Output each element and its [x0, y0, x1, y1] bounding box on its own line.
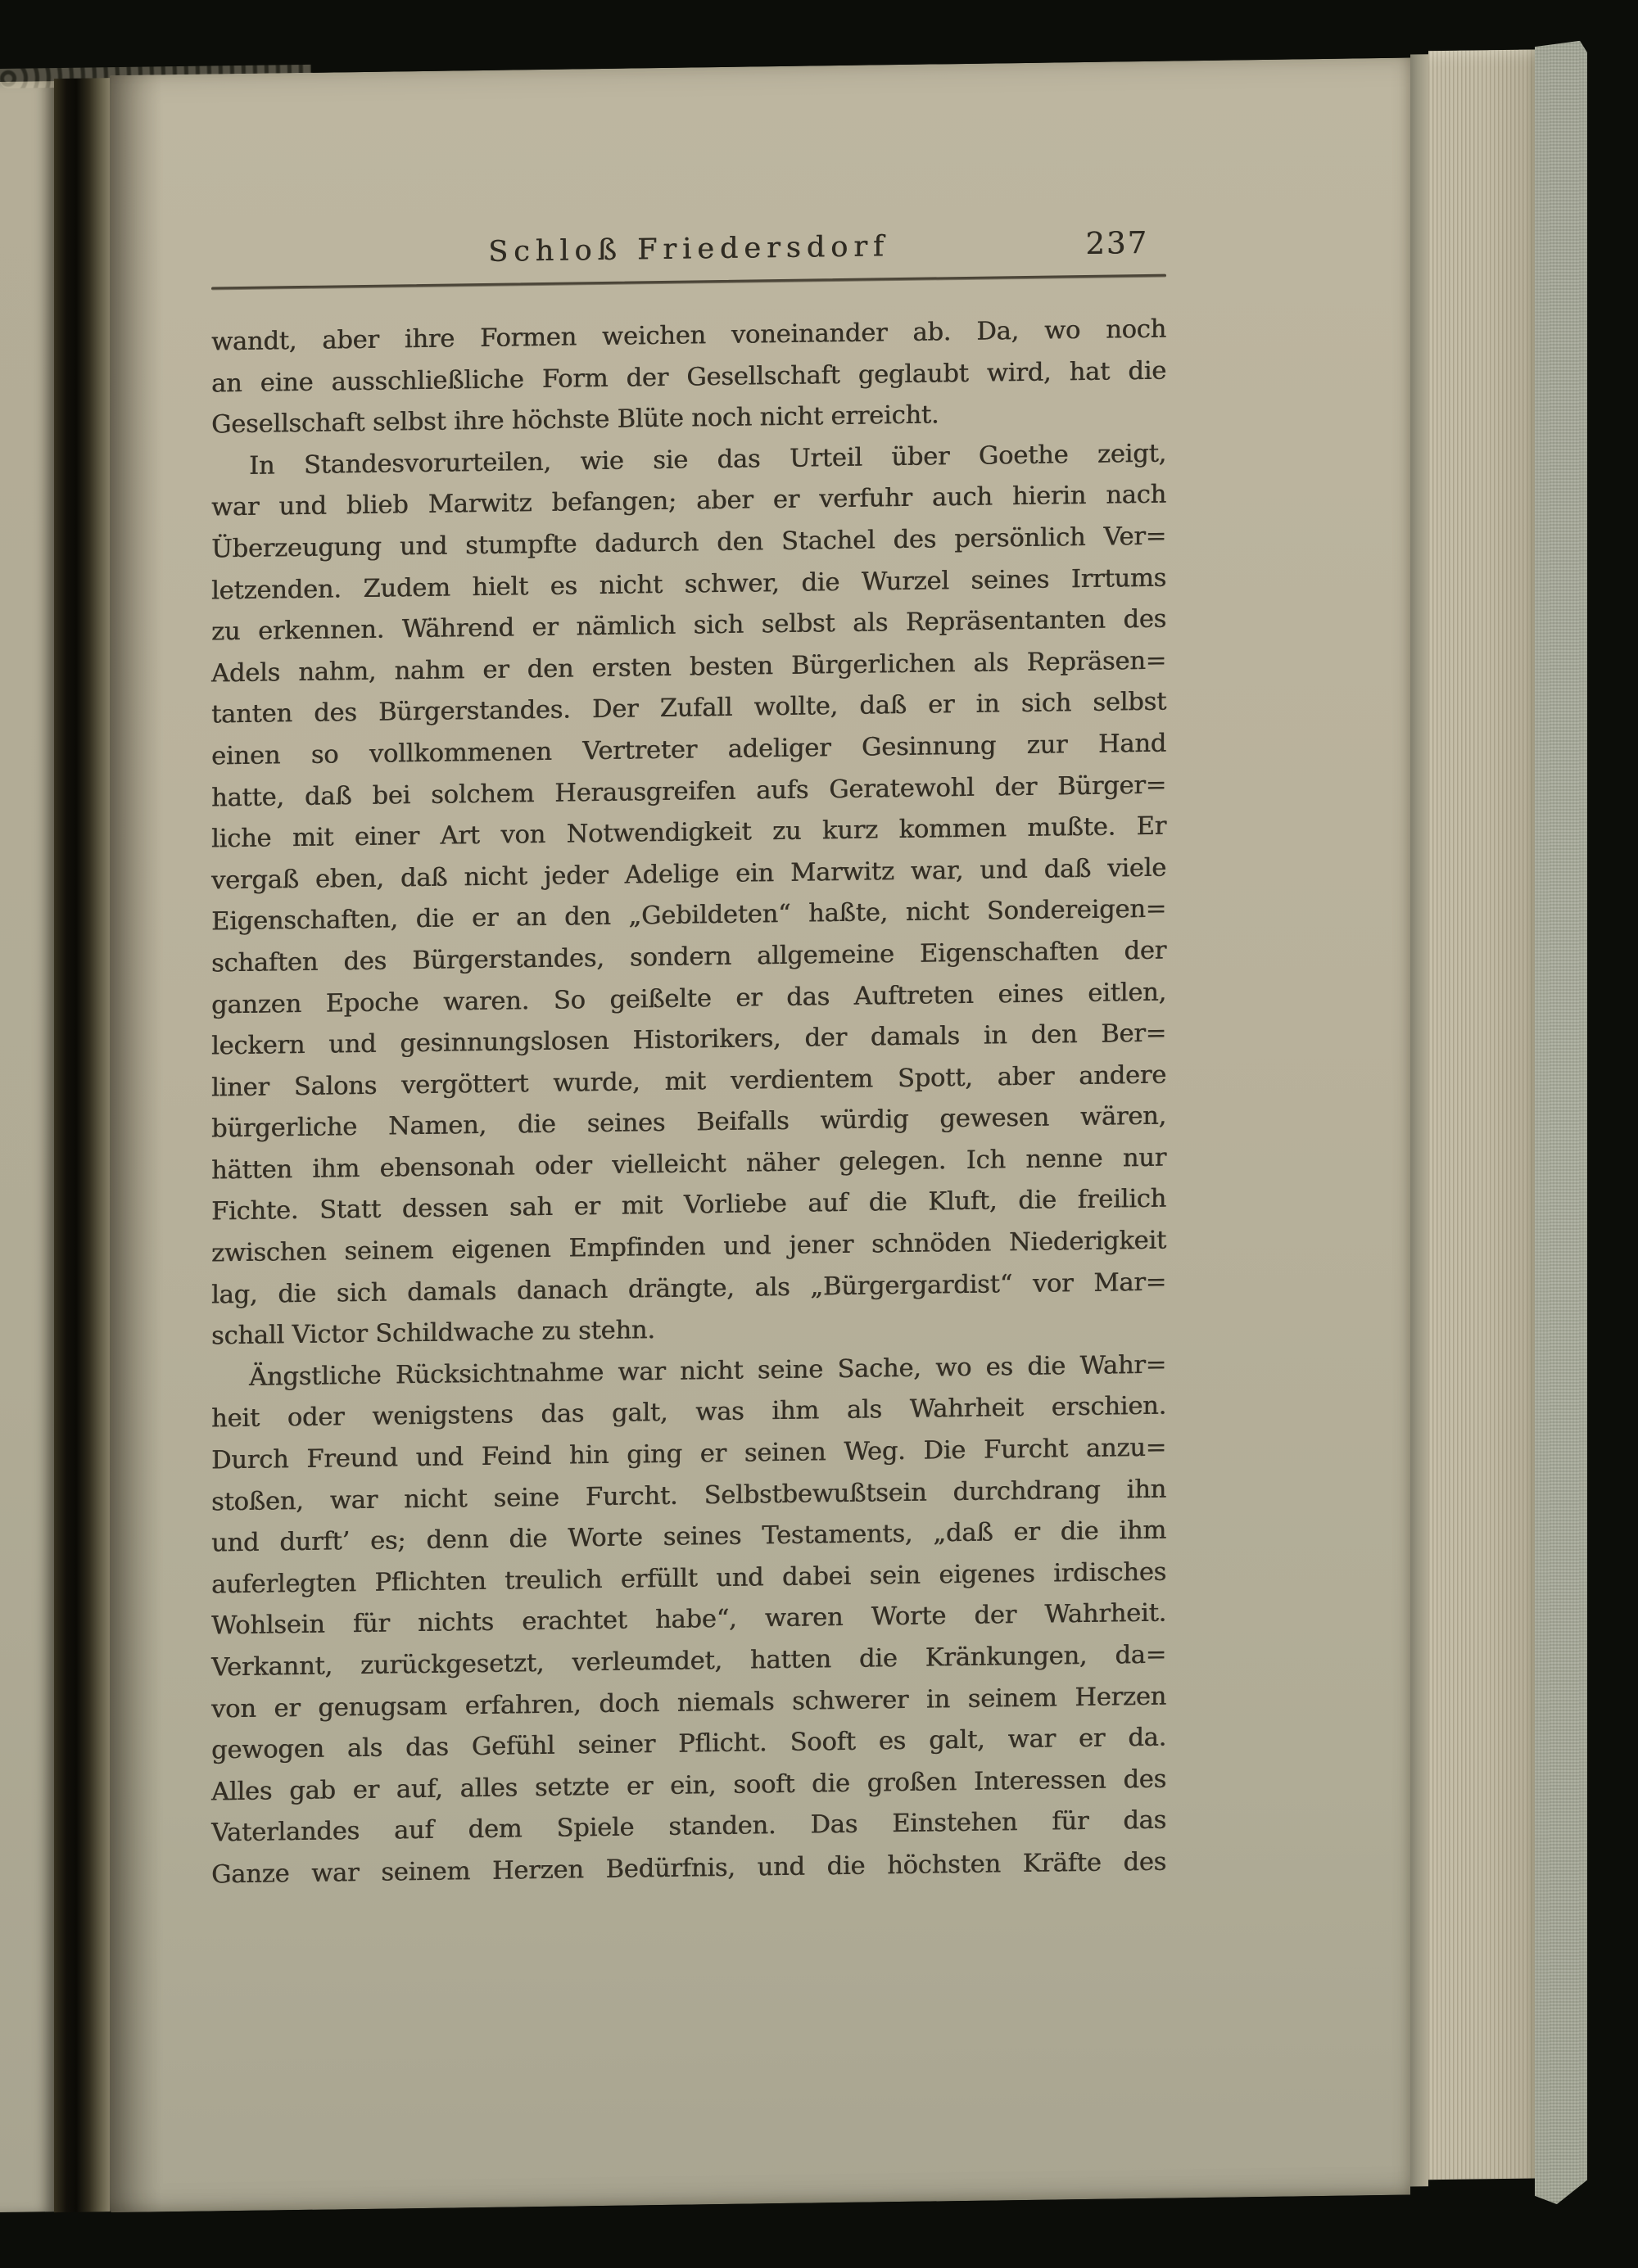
- gutter-shadow: [54, 78, 110, 2212]
- text-line: auferlegten Pflichten treulich erfüllt und dabei sein eigenes irdisches: [211, 1557, 1166, 1600]
- text-line: an eine ausschließliche Form der Gesellschaft geglaubt wird, hat die: [211, 356, 1166, 399]
- header-rule: [211, 274, 1166, 291]
- running-header: Schloß Friedersdorf: [488, 230, 889, 269]
- text-line: Wohlsein für nichts erachtet habe“, waren Worte der Wahrheit.: [211, 1599, 1166, 1641]
- page-curve-stripe: [1410, 54, 1428, 2186]
- page-content: [211, 224, 1166, 1902]
- text-line: Überzeugung und stumpfte dadurch den Stachel des persönlich Ver=: [211, 522, 1166, 564]
- text-line: schall Victor Schildwache zu stehn.: [211, 1316, 655, 1351]
- text-line: liner Salons vergöttert wurde, mit verdientem Spott, aber andere: [211, 1060, 1166, 1103]
- page-number: 237: [1085, 224, 1148, 261]
- text-line: Alles gab er auf, alles setzte er ein, sooft die großen Interessen des: [211, 1764, 1166, 1807]
- text-line: Ängstliche Rücksichtnahme war nicht seine Sache, wo es die Wahr=: [249, 1350, 1166, 1392]
- text-line: tanten des Bürgerstandes. Der Zufall wollte, daß er in sich selbst: [211, 687, 1166, 730]
- text-line: wandt, aber ihre Formen weichen voneinander ab. Da, wo noch: [211, 314, 1166, 357]
- text-line: Gesellschaft selbst ihre höchste Blüte noch nicht erreicht.: [211, 400, 939, 440]
- text-line: bürgerliche Namen, die seines Beifalls würdig gewesen wären,: [211, 1101, 1166, 1144]
- text-line: ganzen Epoche waren. So geißelte er das Auftreten eines eitlen,: [211, 978, 1166, 1019]
- text-line: liche mit einer Art von Notwendigkeit zu kurz kommen mußte. Er: [211, 811, 1166, 854]
- text-line: Durch Freund und Feind hin ging er seinen Weg. Die Furcht anzu=: [211, 1433, 1166, 1475]
- text-line: Fichte. Statt dessen sah er mit Vorliebe auf die Kluft, die freilich: [211, 1185, 1166, 1227]
- text-line: Eigenschaften, die er an den „Gebildeten“ haßte, nicht Sondereigen=: [211, 894, 1166, 937]
- text-lines: [211, 315, 1166, 1902]
- text-line: zu erkennen. Während er nämlich sich selbst als Repräsentanten des: [211, 604, 1166, 647]
- facing-page-edge: [0, 81, 54, 2212]
- text-line: lag, die sich damals danach drängte, als „Bürgergardist“ vor Mar=: [211, 1267, 1166, 1310]
- text-line: gewogen als das Gefühl seiner Pflicht. Sooft es galt, war er da.: [211, 1723, 1166, 1765]
- text-line: zwischen seinem eigenen Empfinden und jener schnöden Niederigkeit: [211, 1226, 1166, 1268]
- text-line: war und blieb Marwitz befangen; aber er verfuhr auch hierin nach: [211, 480, 1166, 522]
- text-line: stoßen, war nicht seine Furcht. Selbstbewußtsein durchdrang ihn: [211, 1475, 1166, 1517]
- text-line: von er genugsam erfahren, doch niemals schwerer in seinem Herzen: [211, 1682, 1166, 1724]
- text-line: schaften des Bürgerstandes, sondern allgemeine Eigenschaften der: [211, 936, 1166, 978]
- page-header-row: [211, 224, 1166, 278]
- text-line: Vaterlandes auf dem Spiele standen. Das Einstehen für das: [211, 1805, 1166, 1848]
- text-line: letzenden. Zudem hielt es nicht schwer, die Wurzel seines Irrtums: [211, 563, 1166, 606]
- text-line: Adels nahm, nahm er den ersten besten Bürgerlichen als Repräsen=: [211, 646, 1166, 689]
- book-page: [110, 58, 1410, 2213]
- page-stack-fore-edge: [1428, 49, 1535, 2180]
- book-cover-edge: [1535, 41, 1587, 2205]
- text-line: hatte, daß bei solchem Herausgreifen aufs Geratewohl der Bürger=: [211, 770, 1166, 813]
- text-line: vergaß eben, daß nicht jeder Adelige ein Marwitz war, und daß viele: [211, 853, 1166, 896]
- text-line: und durft’ es; denn die Worte seines Testaments, „daß er die ihm: [211, 1516, 1166, 1558]
- text-line: einen so vollkommenen Vertreter adeliger Gesinnung zur Hand: [211, 729, 1166, 771]
- text-line: hätten ihm ebensonah oder vielleicht näher gelegen. Ich nenne nur: [211, 1143, 1166, 1186]
- text-line: Ganze war seinem Herzen Bedürfnis, und die höchsten Kräfte des: [211, 1847, 1166, 1890]
- text-line: leckern und gesinnungslosen Historikers, der damals in den Ber=: [211, 1019, 1166, 1061]
- text-line: In Standesvorurteilen, wie sie das Urteil über Goethe zeigt,: [249, 439, 1166, 481]
- text-line: Verkannt, zurückgesetzt, verleumdet, hatten die Kränkungen, da=: [211, 1640, 1166, 1683]
- text-line: heit oder wenigstens das galt, was ihm als Wahrheit erschien.: [211, 1392, 1166, 1434]
